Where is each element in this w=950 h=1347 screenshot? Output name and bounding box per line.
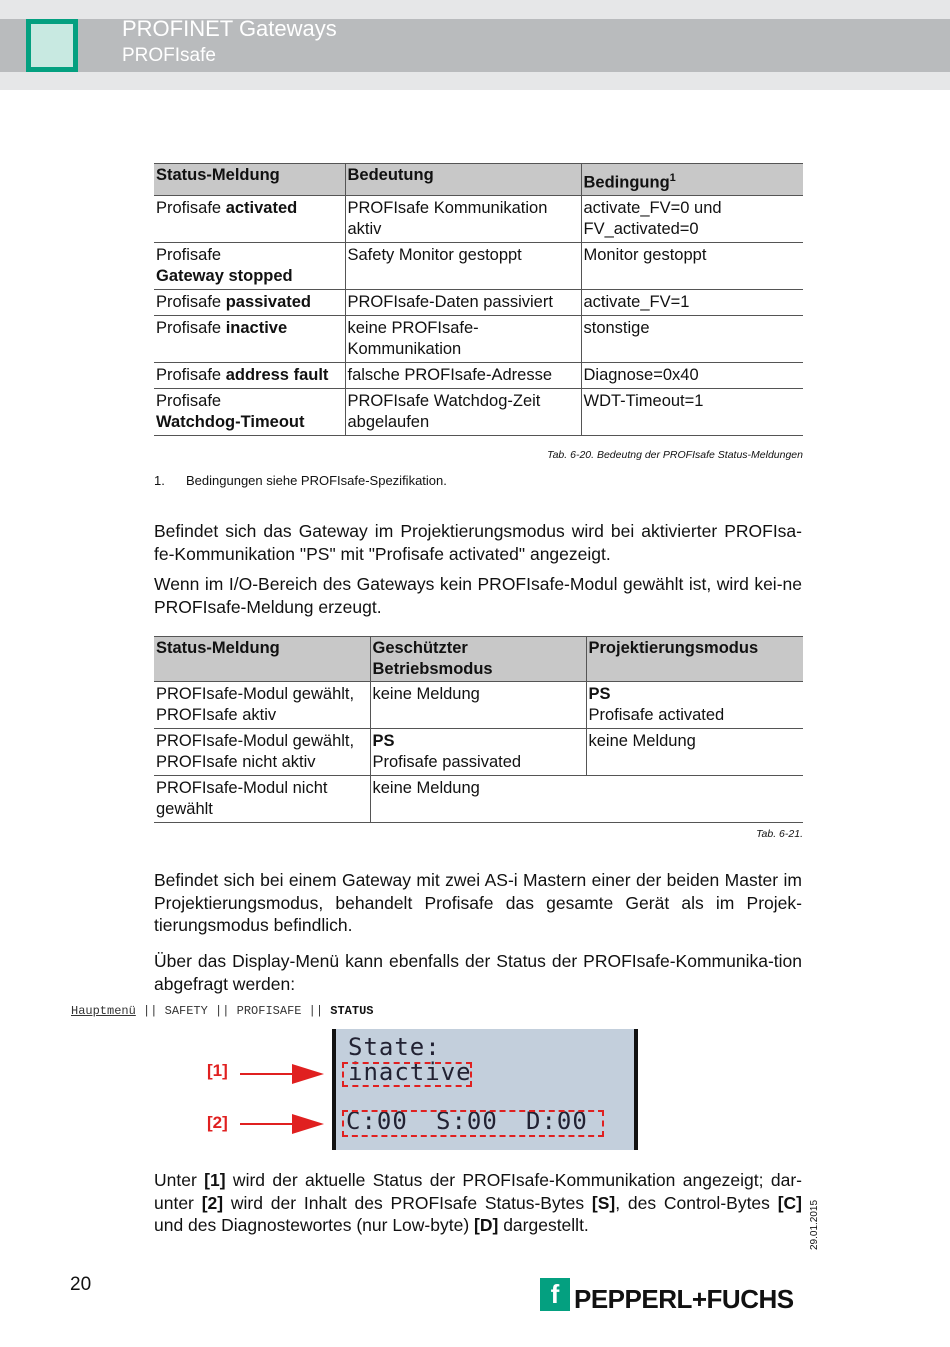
- menu-item-safety: SAFETY: [164, 1004, 208, 1018]
- table-caption: Tab. 6-21.: [756, 828, 803, 840]
- lcd-state-label: State:: [348, 1033, 441, 1061]
- paragraph: Über das Display-Menü kann ebenfalls der Status der PROFIsafe-Kommunika-tion abgefragt werden:: [154, 951, 802, 994]
- marker-1: [1]: [207, 1061, 228, 1080]
- header-subtitle: PROFIsafe: [122, 45, 216, 66]
- lcd-state-value: inactive: [348, 1058, 472, 1086]
- arrow-icon: [240, 1112, 326, 1136]
- lcd-control-byte: C:00: [346, 1107, 408, 1135]
- marker-2: [2]: [207, 1113, 228, 1132]
- table-header-row: [154, 637, 803, 682]
- merged-mode-cell: keine Meldung: [370, 776, 803, 823]
- header-logo-square-inner: [31, 24, 73, 67]
- menu-item-status: STATUS: [330, 1004, 374, 1018]
- meaning-cell: PROFIsafe Watchdog-Zeit abgelaufen: [345, 388, 581, 435]
- meaning-cell: keine PROFIsafe-Kommunikation: [345, 315, 581, 362]
- table-row: [154, 362, 803, 388]
- condition-cell: Monitor gestoppt: [581, 242, 803, 289]
- table-header: Projektierungsmodus: [586, 637, 803, 682]
- table-row: [154, 242, 803, 289]
- highlight-box-state: [342, 1062, 472, 1087]
- meaning-cell: falsche PROFIsafe-Adresse: [345, 362, 581, 388]
- lcd-display: [332, 1029, 638, 1150]
- condition-cell: Diagnose=0x40: [581, 362, 803, 388]
- lcd-status-byte: S:00: [436, 1107, 498, 1135]
- condition-cell: activate_FV=0 und FV_activated=0: [581, 195, 803, 242]
- status-cell: Profisafe passivated: [154, 289, 345, 315]
- paragraph: Befindet sich das Gateway im Projektierungsmodus wird bei aktivierter PROFIsa-fe-Kommunikation "PS" mit "Profisafe activated" angezeigt.: [154, 521, 802, 564]
- table-row: [154, 315, 803, 362]
- table-row: [154, 776, 803, 823]
- table-header: Bedingung$^1$: [581, 164, 803, 196]
- table-row: [154, 729, 803, 776]
- table-header: Status-Meldung: [154, 637, 370, 682]
- menu-item-main[interactable]: Hauptmenü: [71, 1004, 136, 1018]
- status-cell: Profisafe inactive: [154, 315, 345, 362]
- status-cell: Profisafe Watchdog-Timeout: [154, 388, 345, 435]
- config-mode-cell: keine Meldung: [586, 729, 803, 776]
- meaning-cell: Safety Monitor gestoppt: [345, 242, 581, 289]
- footnote-ref: 1: [669, 172, 676, 184]
- header-underbar: [0, 72, 950, 90]
- arrow-icon: [240, 1062, 326, 1086]
- status-cell: PROFIsafe-Modul nicht gewählt: [154, 776, 370, 823]
- table-caption: Tab. 6-20. Bedeutng der PROFIsafe Status-Meldungen: [547, 449, 803, 461]
- status-cell: PROFIsafe-Modul gewählt, PROFIsafe nicht aktiv: [154, 729, 370, 776]
- status-cell: Profisafe activated: [154, 195, 345, 242]
- protected-mode-cell: keine Meldung: [370, 682, 586, 729]
- condition-cell: WDT-Timeout=1: [581, 388, 803, 435]
- condition-cell: activate_FV=1: [581, 289, 803, 315]
- protected-mode-cell: PS Profisafe passivated: [370, 729, 586, 776]
- mode-table: [154, 636, 803, 823]
- paragraph: Unter [1] wird der aktuelle Status der PROFIsafe-Kommunikation angezeigt; dar-unter [2] wird der Inhalt des PROFIsafe Status-Bytes [S], des Control-Bytes [C] und des Diagnostewortes (nur Low-byte) [D] dargestellt.: [154, 1170, 803, 1235]
- footnote-number: 1.: [154, 473, 165, 488]
- menu-item-profisafe: PROFISAFE: [236, 1004, 302, 1018]
- table-row: [154, 289, 803, 315]
- table-header-row: [154, 164, 803, 196]
- brand-logo-text: PEPPERL+FUCHS: [574, 1284, 794, 1314]
- paragraph: Befindet sich bei einem Gateway mit zwei AS-i Mastern einer der beiden Master im Projektierungsmodus, behandelt Profisafe das gesamte Gerät als im Projek-tierungsmodus befindlich.: [154, 870, 802, 935]
- table-row: [154, 682, 803, 729]
- menu-path: Hauptmenü || SAFETY || PROFISAFE || STATUS: [71, 1004, 374, 1018]
- meaning-cell: PROFIsafe Kommunikation aktiv: [345, 195, 581, 242]
- table-header: Status-Meldung: [154, 164, 345, 196]
- document-date: 29.01.2015: [809, 1199, 820, 1250]
- lcd-diagnostic-byte: D:00: [526, 1107, 588, 1135]
- status-cell: Profisafe Gateway stopped: [154, 242, 345, 289]
- config-mode-cell: PS Profisafe activated: [586, 682, 803, 729]
- paragraph: Wenn im I/O-Bereich des Gateways kein PROFIsafe-Modul gewählt ist, wird kei-ne PROFIsafe-Meldung erzeugt.: [154, 574, 802, 617]
- table-row: [154, 388, 803, 435]
- table-row: [154, 195, 803, 242]
- table-header: Geschützter Betriebsmodus: [370, 637, 586, 682]
- table-header: Bedeutung: [345, 164, 581, 196]
- status-cell: PROFIsafe-Modul gewählt, PROFIsafe aktiv: [154, 682, 370, 729]
- status-table: [154, 163, 803, 436]
- status-cell: Profisafe address fault: [154, 362, 345, 388]
- header-title: PROFINET Gateways: [122, 16, 337, 41]
- highlight-box-bytes: [342, 1110, 604, 1137]
- footnote-text: Bedingungen siehe PROFIsafe-Spezifikation.: [186, 473, 447, 488]
- page-number: 20: [70, 1274, 92, 1295]
- meaning-cell: PROFIsafe-Daten passiviert: [345, 289, 581, 315]
- brand-logo-icon: f: [540, 1278, 570, 1311]
- condition-cell: stonstige: [581, 315, 803, 362]
